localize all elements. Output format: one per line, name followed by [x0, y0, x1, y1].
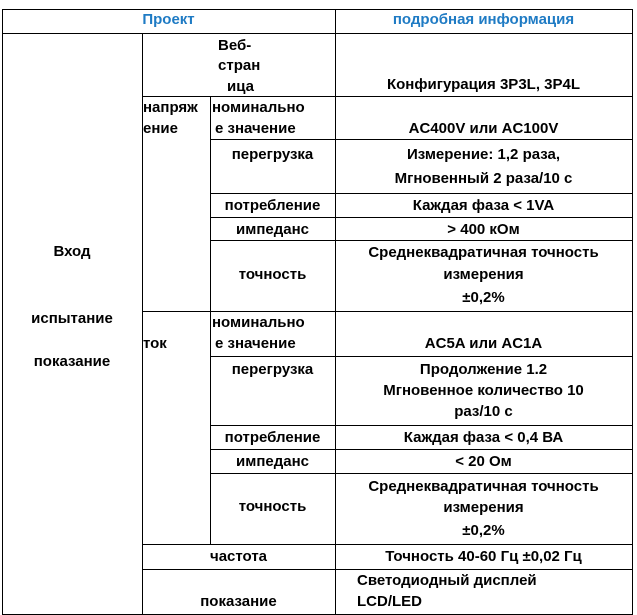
label-ispytanie: испытание	[31, 310, 113, 327]
current-nominal-value: AC5A или AC1A	[424, 335, 543, 352]
voltage-overload-value2: Мгновенный 2 раза/10 с	[394, 170, 573, 187]
voltage-overload-label: перегрузка	[231, 146, 314, 163]
current-accuracy-label: точность	[238, 498, 307, 515]
display-value-line2: LCD/LED	[357, 593, 422, 610]
row-divider	[210, 217, 633, 218]
voltage-accuracy-value1: Среднеквадратичная точность	[368, 244, 599, 261]
border-right	[632, 9, 633, 615]
row-divider	[210, 356, 633, 357]
voltage-overload-value1: Измерение: 1,2 раза,	[406, 146, 561, 163]
voltage-group-line2: ение	[143, 120, 178, 137]
voltage-nominal-line2: е значение	[215, 120, 296, 137]
current-consumption-value: Каждая фаза < 0,4 ВА	[403, 429, 564, 446]
web-label-line3: ица	[227, 78, 254, 95]
display-value-line1: Светодиодный дисплей	[357, 572, 537, 589]
current-accuracy-value2: измерения	[443, 499, 524, 516]
row-divider	[210, 139, 633, 140]
current-accuracy-value3: ±0,2%	[462, 522, 505, 539]
current-impedance-label: импеданс	[236, 453, 309, 470]
label-pokazanie: показание	[33, 353, 111, 370]
header-details: подробная информация	[392, 11, 575, 28]
voltage-consumption-label: потребление	[224, 197, 321, 214]
web-value: Конфигурация 3P3L, 3P4L	[386, 76, 581, 93]
header-project: Проект	[142, 11, 195, 28]
current-overload-value1: Продолжение 1.2	[419, 361, 548, 378]
row-divider	[210, 449, 633, 450]
voltage-accuracy-value2: измерения	[443, 266, 524, 283]
voltage-accuracy-label: точность	[238, 266, 307, 283]
current-overload-value2: Мгновенное количество 10	[383, 382, 584, 399]
current-consumption-label: потребление	[224, 429, 321, 446]
label-vhod: Вход	[53, 243, 91, 260]
voltage-impedance-label: импеданс	[236, 221, 309, 238]
voltage-impedance-value: > 400 кОм	[447, 221, 520, 238]
header-divider	[2, 33, 633, 34]
current-overload-value3: раз/10 с	[454, 403, 513, 420]
voltage-consumption-value: Каждая фаза < 1VA	[412, 197, 555, 214]
row-divider	[210, 473, 633, 474]
row-divider	[210, 425, 633, 426]
current-nominal-line1: номинально	[212, 314, 305, 331]
current-nominal-line2: е значение	[215, 335, 296, 352]
web-label-line1: Веб-	[218, 37, 252, 54]
current-group-label: ток	[143, 335, 167, 352]
current-accuracy-value1: Среднеквадратичная точность	[368, 478, 599, 495]
frequency-label: частота	[209, 548, 268, 565]
voltage-accuracy-value3: ±0,2%	[462, 289, 505, 306]
voltage-group-line1: напряж	[143, 99, 198, 116]
row-divider	[210, 193, 633, 194]
row-divider	[210, 240, 633, 241]
display-label: показание	[200, 593, 277, 610]
row-divider	[142, 544, 633, 545]
current-overload-label: перегрузка	[231, 361, 314, 378]
frequency-value: Точность 40-60 Гц ±0,02 Гц	[385, 548, 582, 565]
voltage-nominal-value: AC400V или AC100V	[408, 120, 559, 137]
web-label-line2: стран	[218, 57, 261, 74]
current-impedance-value: < 20 Ом	[455, 453, 512, 470]
voltage-nominal-line1: номинально	[212, 99, 305, 116]
